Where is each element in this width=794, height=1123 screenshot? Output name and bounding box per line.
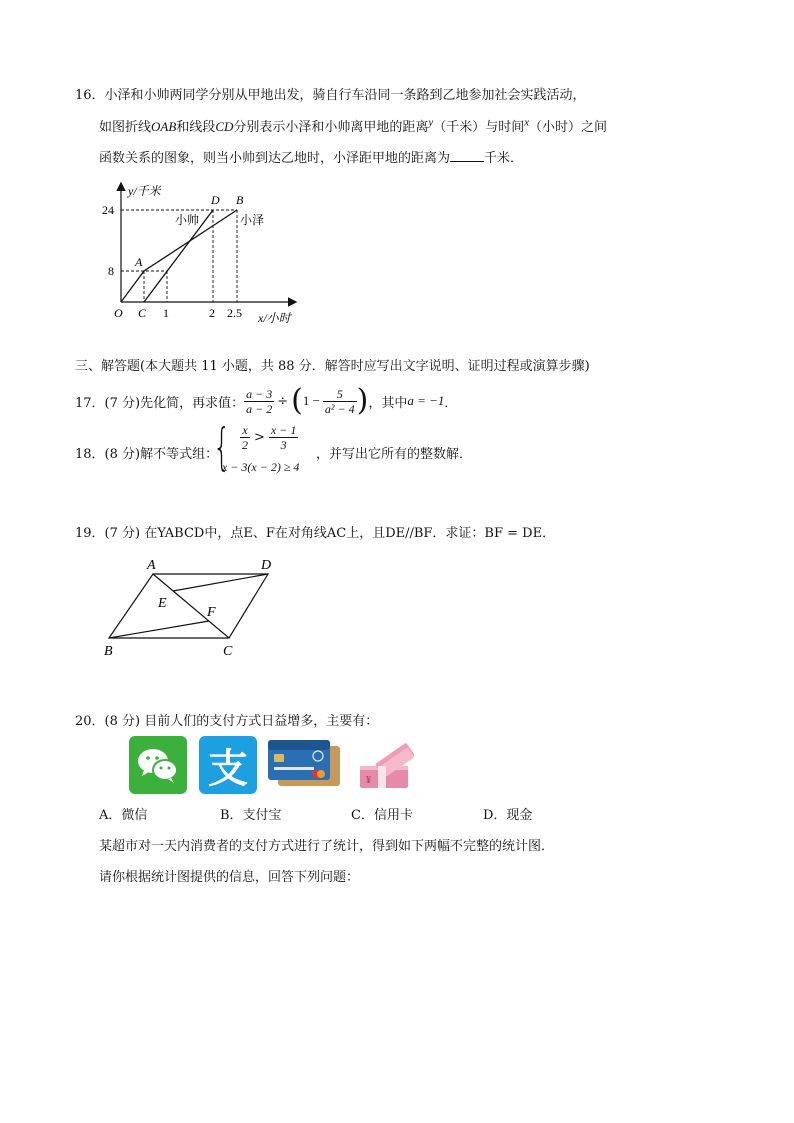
alipay-icon <box>199 736 257 794</box>
segment-bf <box>109 621 209 638</box>
q16-text: 函数关系的图象，则当小帅到达乙地时，小泽距甲地的距离为 <box>99 151 451 166</box>
q16-text: 千米． <box>484 151 524 166</box>
tick-1: 1 <box>163 306 169 320</box>
option-b: B．支付宝 <box>220 808 282 823</box>
q20-line3: 请你根据统计图提供的信息，回答下列问题： <box>99 870 360 885</box>
x-axis-label: x/小时 <box>258 311 291 325</box>
q19-text: 19．(7 分) 在YABCD中，点E、F在对角线AC上，且DE//BF．求证：BF = DE． <box>75 526 556 541</box>
q18-lhs-num: x <box>240 423 250 438</box>
label-xiaoshuai: 小帅 <box>175 213 200 227</box>
q18-brace: { <box>213 418 231 476</box>
q18-gt: > <box>254 430 265 445</box>
option-a: A．微信 <box>99 808 148 823</box>
q16-text: 分别表示小泽和小帅离甲地的距离 <box>233 120 429 135</box>
vertex-c: C <box>223 644 233 659</box>
vertex-b: B <box>104 644 113 659</box>
svg-text:¥: ¥ <box>366 775 371 786</box>
q18-rhs-den: 3 <box>280 438 287 452</box>
q17-end: ． <box>444 395 458 411</box>
q17-paren-open: ( <box>291 383 303 418</box>
q16-y: y <box>428 116 434 129</box>
point-a-label: A <box>135 255 143 269</box>
tick-8: 8 <box>108 264 114 278</box>
q18-rhs-num: x − 1 <box>270 423 297 437</box>
q17-one-minus: 1 − <box>302 393 320 408</box>
parallelogram-abcd <box>109 574 268 638</box>
q18-lhs-den: 2 <box>242 438 248 452</box>
q17-fraction-1 <box>244 387 274 416</box>
cash-icon <box>358 738 414 794</box>
q18-inequality-2: x − 3(x − 2) ≥ 4 <box>222 460 300 474</box>
credit-card-icon <box>266 738 342 794</box>
point-c-label: C <box>138 306 147 320</box>
parallelogram-figure <box>100 555 285 660</box>
vertex-d: D <box>261 558 272 573</box>
q18-lhs <box>240 423 250 452</box>
section-heading: 三、解答题(本大题共 11 小题，共 88 分．解答时应写出文字说明、证明过程或演算步骤) <box>75 359 590 374</box>
point-e: E <box>158 596 167 611</box>
q17-condition: a = −1 <box>407 393 445 408</box>
option-d: D．现金 <box>483 808 533 823</box>
q16-text: （千米）与时间 <box>433 120 525 135</box>
answer-blank <box>450 149 484 162</box>
tick-24: 24 <box>102 203 114 217</box>
q16-line3 <box>99 147 523 166</box>
q16-line2 <box>99 116 607 135</box>
tick-2: 2 <box>209 306 215 320</box>
q17-f2-den: a² − 4 <box>324 401 355 416</box>
option-c: C．信用卡 <box>351 808 413 823</box>
q17-f1-num: a − 3 <box>246 386 273 401</box>
point-d-label: D <box>211 193 220 207</box>
q18-prefix: 18．(8 分)解不等式组： <box>75 447 219 462</box>
q18-inequality-1 <box>240 423 298 452</box>
y-axis-label: y/千米 <box>128 184 161 198</box>
origin-label: O <box>114 306 123 320</box>
q16-text: 和线段 <box>176 120 216 135</box>
q16-line1: 16．小泽和小帅两同学分别从甲地出发，骑自行车沿同一条路到乙地参加社会实践活动， <box>75 88 586 103</box>
alipay-glyph: 支 <box>208 745 248 792</box>
q17-f1-den: a − 2 <box>246 401 273 416</box>
q20-line2: 某超市对一天内消费者的支付方式进行了统计，得到如下两幅不完整的统计图． <box>99 839 555 854</box>
q17-suffix: ，其中 <box>368 395 408 411</box>
tick-2-5: 2.5 <box>227 306 242 320</box>
wechat-icon <box>129 736 187 794</box>
q18-suffix: ，并写出它所有的整数解． <box>316 447 473 462</box>
q17-f2-num: 5 <box>323 387 357 402</box>
vertex-a: A <box>147 558 156 573</box>
point-b-label: B <box>236 193 244 207</box>
wechat-bubbles-icon <box>129 736 187 794</box>
q20-intro: 20．(8 分) 目前人们的支付方式日益增多，主要有： <box>75 714 379 729</box>
q16-x: x <box>524 116 530 129</box>
q17-fraction-2 <box>323 387 357 416</box>
q17-divide: ÷ <box>277 393 289 409</box>
q17 <box>75 383 457 419</box>
q17-prefix: 17．(7 分)先化简，再求值： <box>75 395 245 411</box>
q18-rhs <box>269 423 298 452</box>
label-xiaoze: 小泽 <box>240 213 265 227</box>
distance-time-graph <box>100 178 305 326</box>
point-f: F <box>207 605 216 620</box>
q16-text: 如图折线 <box>99 120 152 135</box>
q16-cd: CD <box>215 119 234 134</box>
q16-text: （小时）之间 <box>529 120 608 135</box>
q17-paren-close: ) <box>356 383 369 418</box>
q16-oab: OAB <box>151 119 177 134</box>
segment-de <box>173 574 268 591</box>
